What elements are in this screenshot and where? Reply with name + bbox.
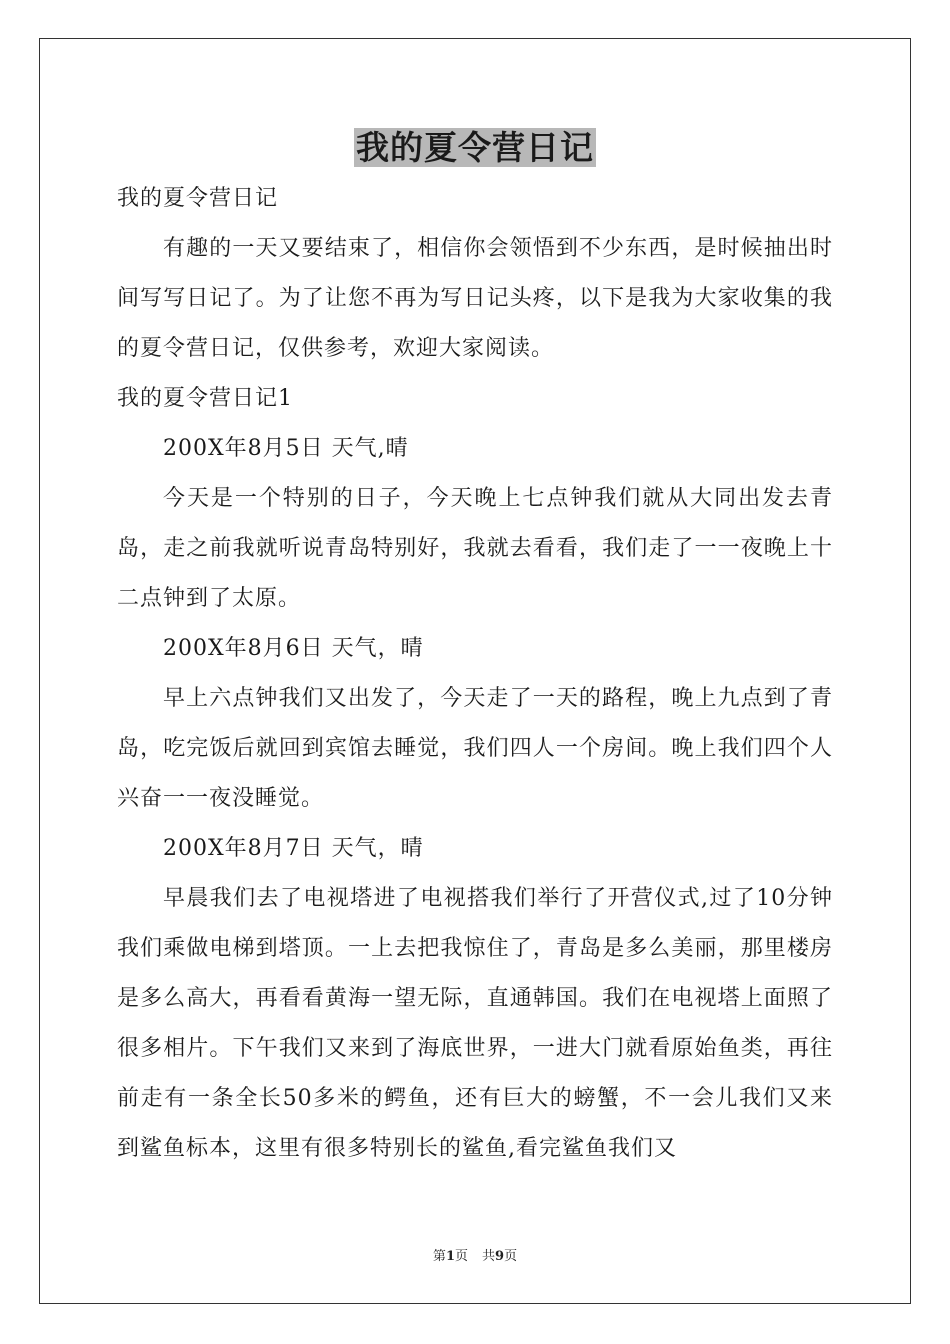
paragraph-date-aug6: 200X年8月6日 天气，晴 (163, 636, 424, 661)
page-prefix: 第 (432, 1249, 446, 1264)
paragraph-entry-aug7: 早晨我们去了电视塔进了电视搭我们举行了开营仪式,过了10分钟我们乘做电梯到塔顶。一上去把我惊住了，青岛是多么美丽，那里楼房是多么高大，再看看黄海一望无际，直通韩国。我们在电视塔上面照了很多相片。下午我们又来到了海底世界，一进大门就看原始鱼类，再往前走有一条全长50多米的鳄鱼，还有巨大的螃蟹，不一会儿我们又来到鲨鱼标本，这里有很多特别长的鲨鱼,看完鲨鱼我们又 (117, 886, 833, 1161)
paragraph-date-aug5: 200X年8月5日 天气,晴 (163, 436, 409, 461)
paragraph-diary-heading: 我的夏令营日记1 (117, 386, 293, 411)
total-suffix: 页 (504, 1249, 518, 1264)
paragraph-entry-aug6: 早上六点钟我们又出发了，今天走了一天的路程，晚上九点到了青岛，吃完饭后就回到宾馆去睡觉，我们四人一个房间。晚上我们四个人兴奋一一夜没睡觉。 (117, 686, 833, 811)
paragraph-intro: 有趣的一天又要结束了，相信你会领悟到不少东西，是时候抽出时间写写日记了。为了让您不再为写日记头疼，以下是我为大家收集的我的夏令营日记，仅供参考，欢迎大家阅读。 (117, 236, 833, 361)
page-suffix: 页 (454, 1249, 468, 1264)
total-prefix: 共 (482, 1249, 496, 1264)
paragraph-date-aug7: 200X年8月7日 天气，晴 (163, 836, 424, 861)
page-total-number: 9 (495, 1249, 505, 1264)
document-body (117, 174, 833, 1174)
page-footer (0, 1247, 950, 1267)
paragraph-entry-aug5: 今天是一个特别的日子，今天晚上七点钟我们就从大同出发去青岛，走之前我就听说青岛特别好，我就去看看，我们走了一一夜晚上十二点钟到了太原。 (117, 486, 833, 611)
document-title (0, 124, 950, 172)
paragraph-subtitle: 我的夏令营日记 (117, 186, 279, 211)
page-current-number: 1 (445, 1249, 455, 1264)
document-title-text: 我的夏令营日记 (356, 128, 594, 167)
